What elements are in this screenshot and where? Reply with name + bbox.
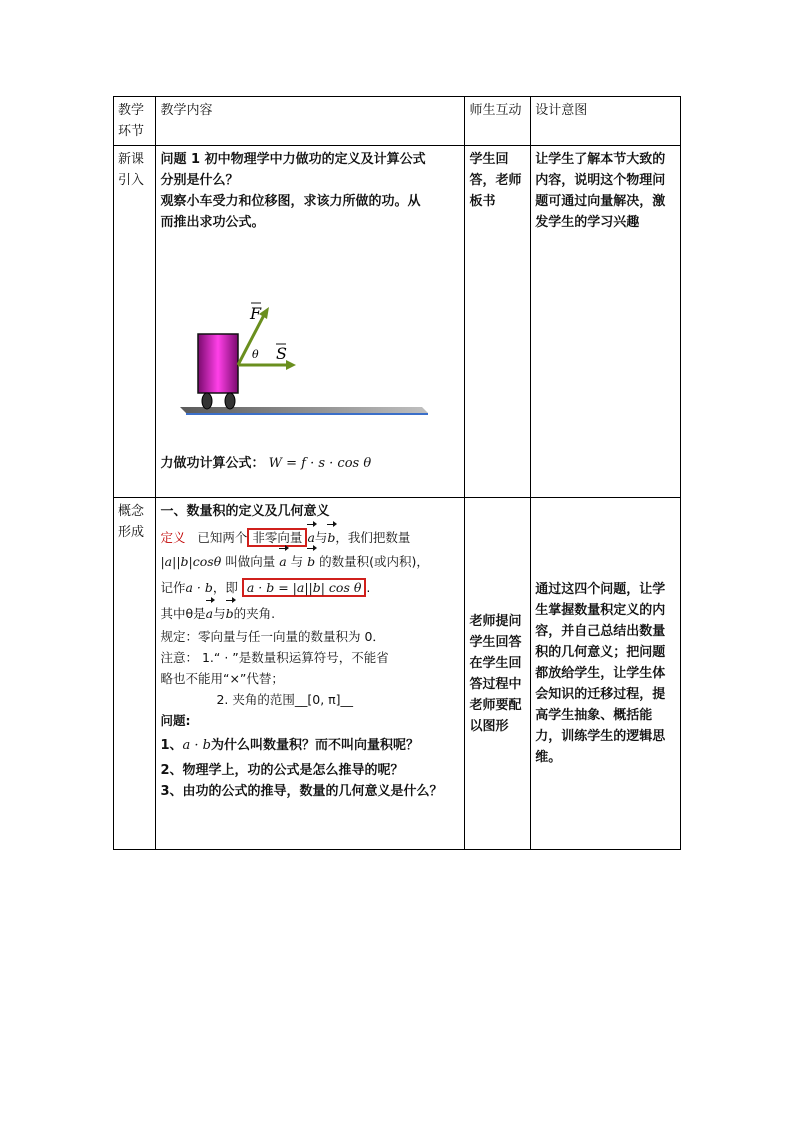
header-row [114,97,681,146]
with-2: 与 [290,554,304,569]
question-1-line1: 问题 1 初中物理学中力做功的定义及计算公式 [160,152,426,167]
vector-a-2: a [279,550,286,574]
cart-diagram [160,233,443,443]
intent-concept: 通过这四个问题，让学生掌握数量积定义的内容，并自己总结出数量积的几何意义；把问题都放给学生，让学生体会知识的迁移过程，提高学生抽象、概括能力，训练学生的逻辑思维。 [531,498,681,850]
content-intro [156,146,465,498]
angle-text-1: 其中θ是 [160,606,206,621]
observe-line2: 而推出求功公式。 [160,215,265,230]
content-concept [156,498,465,850]
lesson-plan-table [113,96,681,850]
definition-text-3: 叫做向量 [225,554,276,569]
question-2: 2、物理学上，功的公式是怎么推导的呢？ [160,763,404,778]
definition-line4 [160,602,460,626]
definition-line1 [160,526,460,550]
cart-wheel-left [202,393,212,409]
note-1: 注意： 1.“ · ”是数量积运算符号，不能省 [160,650,389,665]
definition-text-1: 已知两个 [197,530,248,545]
questions-label: 问题: [160,713,191,728]
theta-label: θ [252,348,260,361]
definition-line3 [160,574,460,602]
intent-intro: 让学生了解本节大致的内容，说明这个物理问题可通过向量解决，激发学生的学习兴趣 [531,146,681,498]
question-3: 3、由功的公式的推导，数量的几何意义是什么？ [160,784,443,799]
vector-b-3: b [226,602,234,626]
interaction-intro: 学生回答，老师板书 [465,146,531,498]
vector-a: a [307,526,314,550]
work-formula: W = f · s · cos θ [268,456,372,471]
cart-force-figure [160,233,443,443]
angle-text-2: 的夹角. [233,606,276,621]
question-1-expr: a · b [182,738,211,753]
displacement-label: S [276,344,288,363]
note-2: 2. 夹角的范围__[0, π]__ [216,692,354,707]
dot-product-formula-box: a · b = |a||b| cos θ [242,578,367,597]
with-3: 与 [213,606,226,621]
work-formula-label: 力做功计算公式： [160,456,265,471]
observe-line1: 观察小车受力和位移图，求该力所做的功。从 [160,194,421,209]
work-formula-line [160,453,460,474]
nonzero-vector-box: 非零向量 [247,528,307,547]
header-interaction: 师生互动 [465,97,531,146]
definition-line2 [160,550,460,574]
magnitude-expression: |a||b|cosθ [160,554,222,569]
row-intro [114,146,681,498]
stage-intro: 新课引入 [114,146,156,498]
notation-end: . [366,580,371,595]
interaction-concept: 老师提问学生回答在学生回答过程中老师要配以图形 [465,498,531,850]
definition-text-4: 的数量积(或内积)， [319,554,429,569]
vector-a-3: a [206,602,213,626]
header-intent: 设计意图 [531,97,681,146]
notation-text-1: 记作 [160,580,186,595]
note-1-cont: 略也不能用“×”代替； [160,671,284,686]
definition-text-2: ，我们把数量 [335,530,411,545]
with-1: 与 [314,530,328,545]
row-concept [114,498,681,850]
notation-text-2: ，即 [212,580,238,595]
question-1-text: 为什么叫数量积？而不叫向量积呢？ [211,738,420,753]
vector-b-2: b [307,550,315,574]
definition-label: 定义 [160,530,186,545]
header-content: 教学内容 [156,97,465,146]
rule-line: 规定：零向量与任一向量的数量积为 0． [160,629,385,644]
notation-expr: a · b [185,580,213,595]
cart-body [198,334,238,393]
question-1-num: 1、 [160,738,183,753]
question-1 [160,735,460,756]
section-title: 一、数量积的定义及几何意义 [160,504,330,519]
stage-concept: 概念形成 [114,498,156,850]
force-label: F [250,304,262,323]
question-1-line2: 分别是什么？ [160,173,239,188]
vector-b: b [327,526,335,550]
cart-wheel-right [225,393,235,409]
header-stage: 教学环节 [114,97,156,146]
displacement-arrowhead [286,360,296,370]
ground-surface [180,407,428,413]
